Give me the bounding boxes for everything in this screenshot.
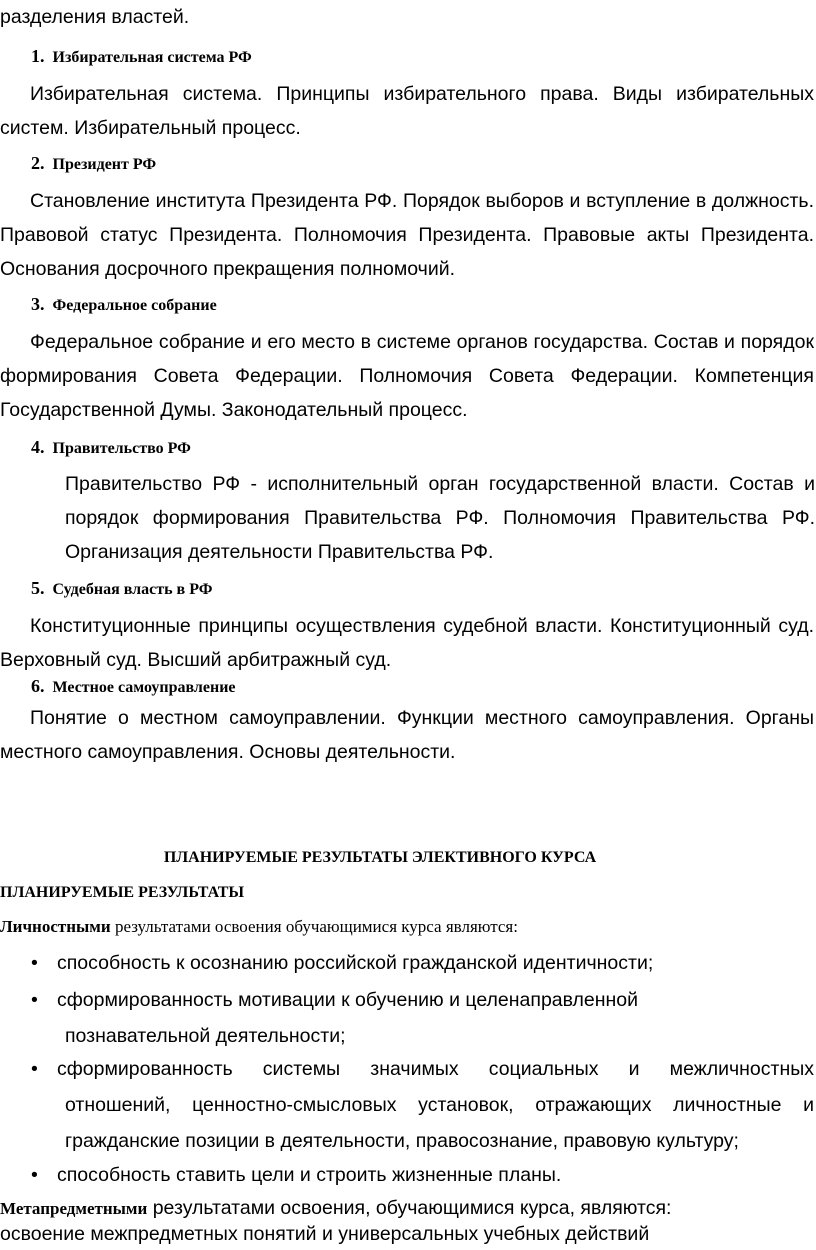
section-2-title: Президент РФ	[52, 156, 157, 173]
section-6-heading	[31, 676, 236, 698]
meta-results-intro	[0, 1196, 671, 1222]
section-2-body: Становление института Президента РФ. Порядок выборов и вступление в должность. Правовой статус Президента. Полномочия Президента. Правовые акты Президента. Основания досрочного прекращения полномочий.	[0, 190, 814, 280]
meta-results-rest: результатами освоения, обучающимися курса, являются:	[147, 1197, 672, 1219]
section-1-title: Избирательная система РФ	[52, 49, 252, 66]
section-6-number: 6.	[31, 676, 45, 696]
section-6-title: Местное самоуправление	[52, 679, 236, 696]
bullet-icon: •	[31, 1164, 38, 1186]
bullet-icon: •	[31, 989, 38, 1011]
bullet-item-4	[0, 1157, 814, 1193]
section-5-title: Судебная власть в РФ	[52, 581, 213, 598]
results-subtitle: ПЛАНИРУЕМЫЕ РЕЗУЛЬТАТЫ	[0, 884, 245, 901]
bullet-item-1-text: способность к осознанию российской гражданской идентичности;	[57, 952, 654, 974]
section-2-heading	[31, 153, 156, 175]
section-4-body: Правительство РФ - исполнительный орган государственной власти. Состав и порядок формирования Правительства РФ. Полномочия Правительства РФ. Организация деятельности Правительства РФ.	[65, 473, 815, 563]
section-5-number: 5.	[31, 578, 45, 598]
section-1-body: Избирательная система. Принципы избирательного права. Виды избирательных систем. Избирательный процесс.	[0, 83, 814, 139]
personal-results-lead: Личностными	[0, 917, 111, 936]
section-3-title: Федеральное собрание	[52, 297, 217, 314]
personal-results-rest: результатами освоения обучающимися курса являются:	[110, 917, 518, 936]
section-1-heading	[31, 46, 252, 68]
section-4-heading	[31, 437, 191, 459]
section-3-body: Федеральное собрание и его место в системе органов государства. Состав и порядок формирования Совета Федерации. Полномочия Совета Федерации. Компетенция Государственной Думы. Законодательный процесс.	[0, 331, 814, 421]
section-1-number: 1.	[31, 46, 45, 66]
section-4-number: 4.	[31, 437, 45, 457]
bullet-item-3-continuation: отношений, ценностно-смысловых установок, отражающих личностные и гражданские позиции в деятельности, правосознание, правовую культуру;	[65, 1094, 814, 1152]
bullet-item-2	[0, 982, 814, 1054]
meta-results-lead: Метапредметными	[0, 1199, 148, 1218]
bullet-item-1	[0, 945, 814, 981]
bullet-item-3-text: сформированность системы значимых социальных и межличностных	[57, 1058, 814, 1080]
section-5-heading	[31, 578, 212, 600]
last-line-text: освоение межпредметных понятий и универсальных учебных действий	[0, 1223, 650, 1245]
results-title: ПЛАНИРУЕМЫЕ РЕЗУЛЬТАТЫ ЭЛЕКТИВНОГО КУРСА	[163, 849, 597, 866]
section-2-number: 2.	[31, 153, 45, 173]
section-3-number: 3.	[31, 294, 45, 314]
section-5-body: Конституционные принципы осуществления судебной власти. Конституционный суд. Верховный суд. Высший арбитражный суд.	[0, 615, 814, 671]
bullet-item-2-text: сформированность мотивации к обучению и целенаправленной	[57, 989, 639, 1011]
bullet-item-3	[0, 1051, 814, 1159]
bullet-item-2-continuation: познавательной деятельности;	[65, 1025, 346, 1047]
intro-tail: разделения властей.	[0, 6, 190, 28]
personal-results-intro	[0, 915, 518, 940]
last-line	[0, 1222, 649, 1248]
bullet-icon: •	[31, 952, 38, 974]
bullet-item-4-text: способность ставить цели и строить жизненные планы.	[57, 1164, 562, 1186]
section-4-title: Правительство РФ	[52, 440, 191, 457]
section-3-heading	[31, 294, 217, 316]
section-6-body: Понятие о местном самоуправлении. Функции местного самоуправления. Органы местного самоуправления. Основы деятельности.	[0, 707, 814, 763]
bullet-icon: •	[31, 1058, 38, 1080]
